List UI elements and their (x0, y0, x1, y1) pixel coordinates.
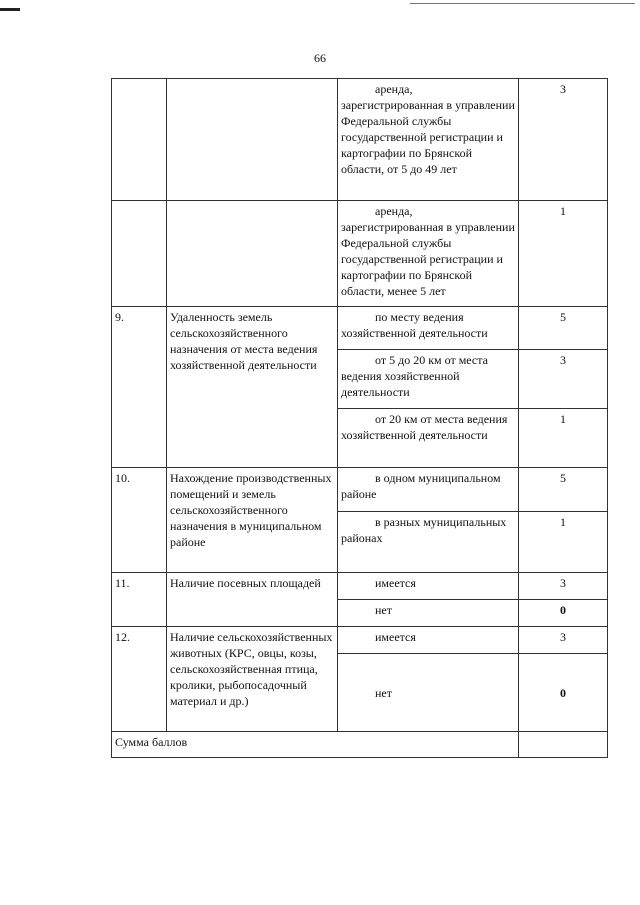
table-row (112, 468, 608, 512)
score-cell: 1 (519, 409, 608, 468)
score-cell: 1 (519, 201, 608, 307)
option-cell (338, 307, 519, 350)
option-cell (338, 409, 519, 468)
criterion-cell: Наличие сельскохозяйственных животных (КРС, овцы, козы, сельскохозяйственная птица, кролики, рыбопосадочный материал и др.) (167, 627, 338, 732)
option-text: от 20 км от места ведения хозяйственной деятельности (341, 412, 508, 442)
table-row (112, 627, 608, 654)
row-number: 10. (112, 468, 167, 573)
score-cell: 3 (519, 627, 608, 654)
criterion-cell: Наличие посевных площадей (167, 573, 338, 627)
table-row (112, 307, 608, 350)
top-left-rule (0, 8, 20, 11)
option-cell (338, 654, 519, 732)
option-text: аренда, зарегистрированная в управлении Федеральной службы государственной регистрации и картографии по Брянской области, менее 5 лет (341, 204, 515, 298)
table-row (112, 79, 608, 201)
option-text: нет (375, 603, 392, 617)
total-label: Сумма баллов (112, 732, 519, 758)
row-number: 12. (112, 627, 167, 732)
score-cell: 3 (519, 79, 608, 201)
row-number (112, 79, 167, 201)
table-row (112, 201, 608, 307)
row-number (112, 201, 167, 307)
criterion-cell: Удаленность земель сельскохозяйственного назначения от места ведения хозяйственной деятельности (167, 307, 338, 468)
option-cell (338, 600, 519, 627)
option-text: аренда, зарегистрированная в управлении Федеральной службы государственной регистрации и картографии по Брянской области, от 5 до 49 лет (341, 82, 515, 176)
option-text: от 5 до 20 км от места ведения хозяйственной деятельности (341, 353, 488, 399)
page-number: 66 (314, 51, 326, 65)
option-cell (338, 468, 519, 512)
total-value (519, 732, 608, 758)
score-cell: 5 (519, 307, 608, 350)
score-cell: 3 (519, 573, 608, 600)
option-cell (338, 573, 519, 600)
criterion-cell (167, 79, 338, 201)
option-text: в одном муниципальном районе (341, 471, 501, 501)
score-cell: 5 (519, 468, 608, 512)
option-cell (338, 79, 519, 201)
option-text: нет (375, 685, 392, 700)
criterion-cell (167, 201, 338, 307)
option-text: по месту ведения хозяйственной деятельности (341, 310, 488, 340)
option-text: имеется (375, 576, 416, 590)
table-row (112, 573, 608, 600)
score-cell: 3 (519, 350, 608, 409)
option-text: в разных муниципальных районах (341, 515, 507, 545)
option-text: имеется (375, 630, 416, 644)
option-cell (338, 350, 519, 409)
option-cell (338, 201, 519, 307)
score-cell: 0 (519, 600, 608, 627)
option-cell (338, 512, 519, 573)
score-cell: 1 (519, 512, 608, 573)
option-cell (338, 627, 519, 654)
top-right-rule (410, 3, 635, 4)
scoring-table (111, 78, 608, 758)
criterion-cell: Нахождение производственных помещений и земель сельскохозяйственного назначения в муниципальном районе (167, 468, 338, 573)
row-number: 11. (112, 573, 167, 627)
score-cell: 0 (519, 654, 608, 732)
total-row (112, 732, 608, 758)
row-number: 9. (112, 307, 167, 468)
